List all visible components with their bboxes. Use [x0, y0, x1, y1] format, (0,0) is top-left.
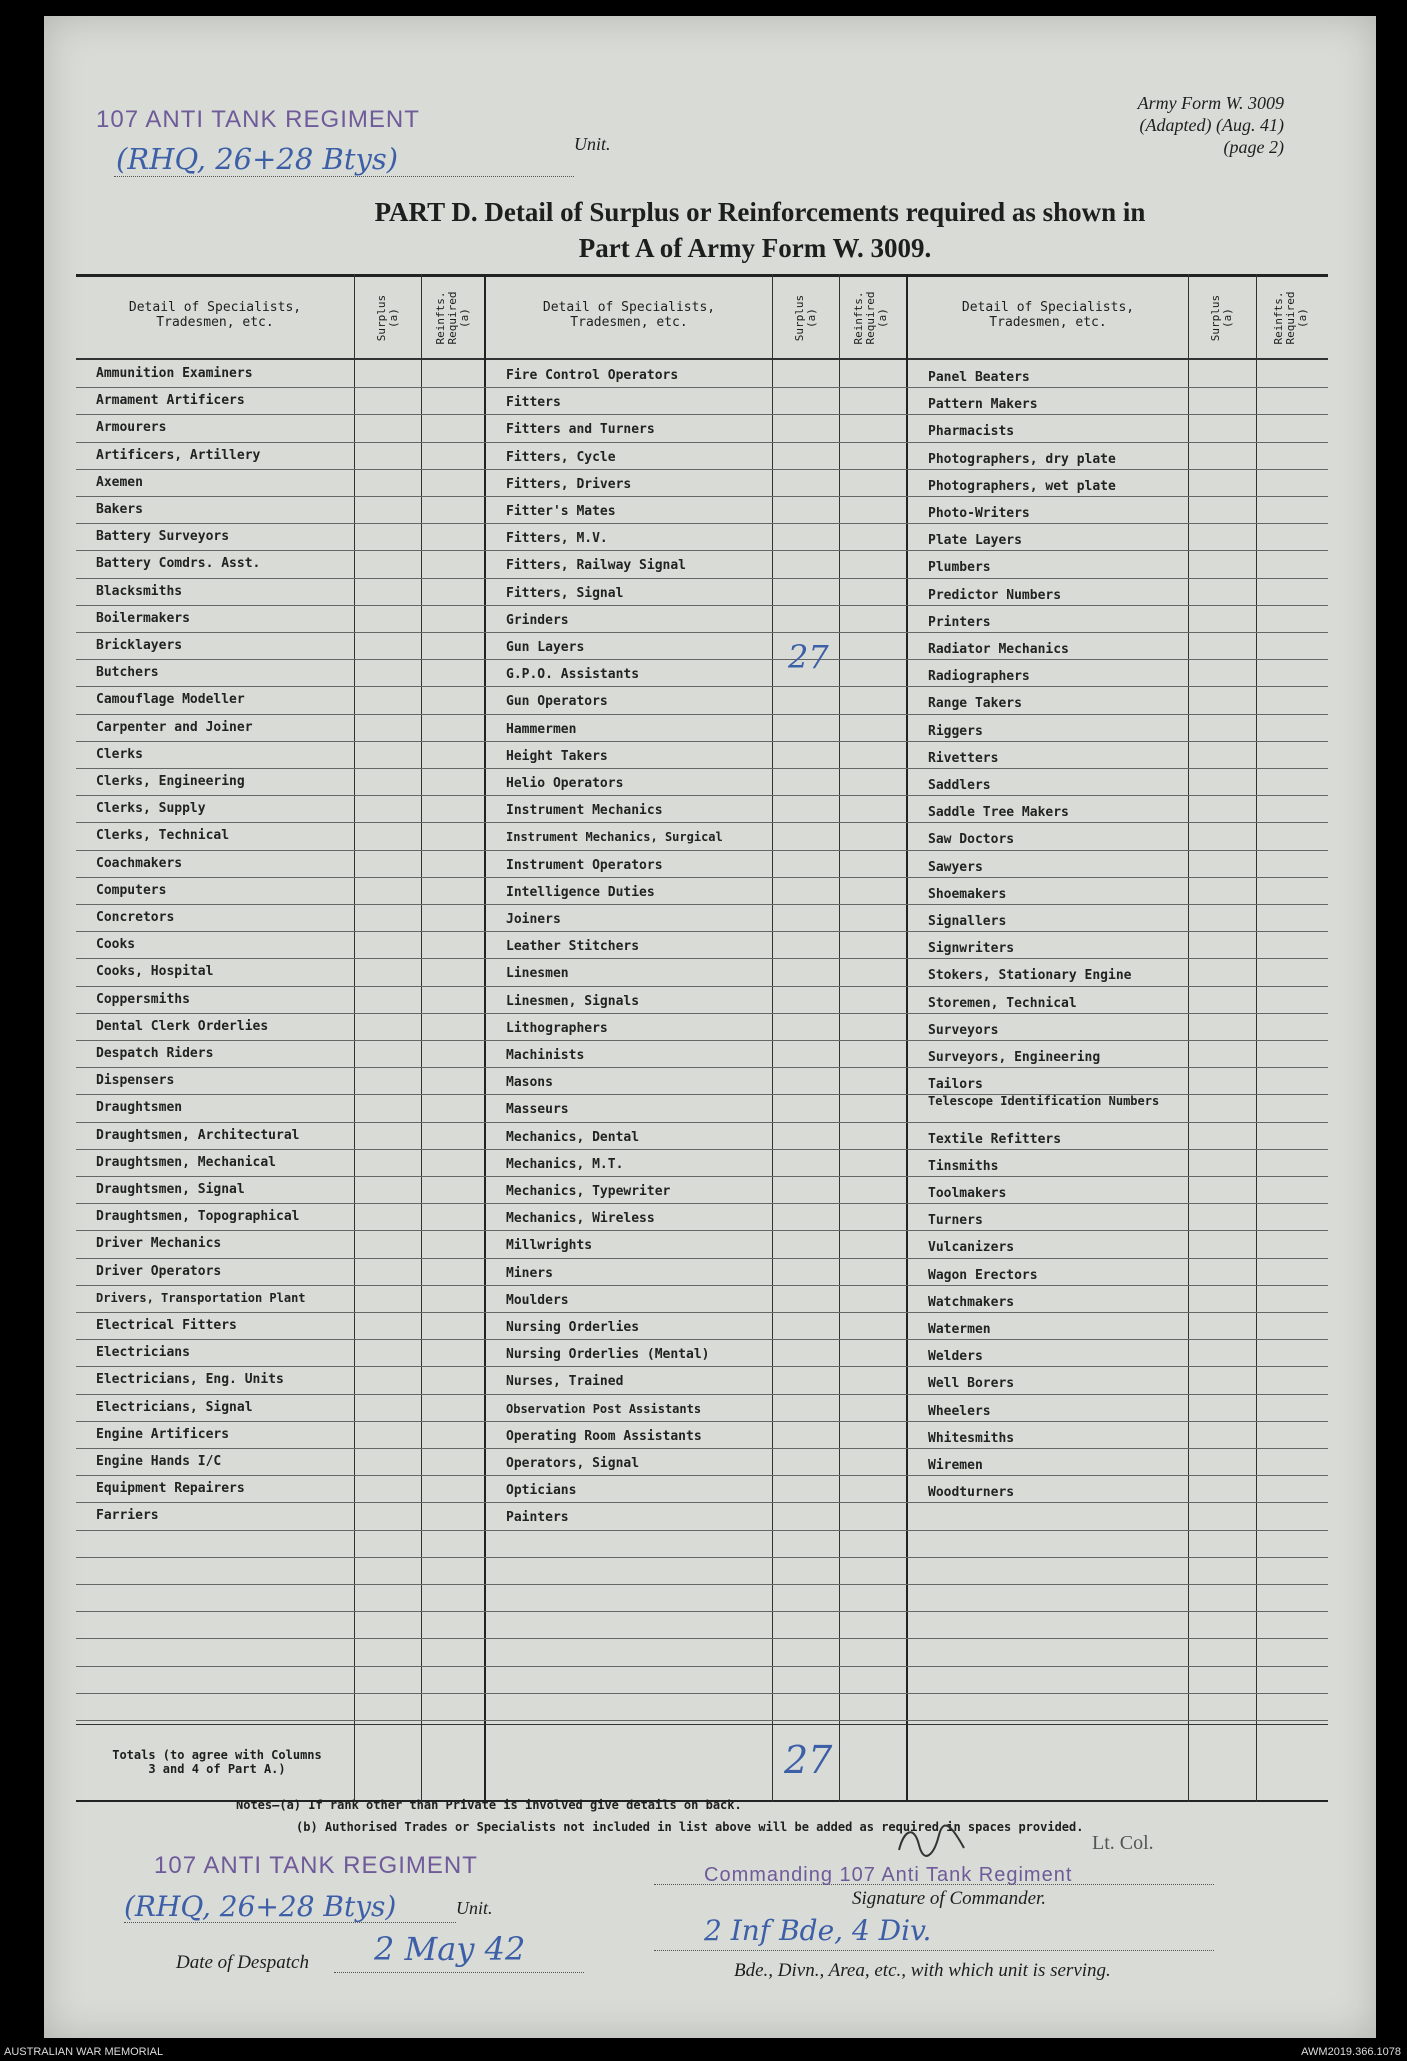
table-row-line: [76, 1040, 1328, 1041]
table-row-label: Operators, Signal: [506, 1456, 640, 1471]
commanding-stamp: Commanding 107 Anti Tank Regiment: [704, 1864, 1073, 1886]
table-row-label: Draughtsmen, Mechanical: [96, 1154, 277, 1170]
table-row-line: [76, 1013, 1328, 1014]
table-row-label: Draughtsmen, Signal: [96, 1182, 245, 1197]
bde-handwritten: 2 Inf Bde, 4 Div.: [704, 1914, 932, 1947]
table-row-line: [76, 1666, 1328, 1667]
table-row-label: Plumbers: [928, 560, 991, 576]
col-divider: [354, 274, 355, 1802]
table-row-label: Butchers: [96, 665, 159, 681]
date-line: [334, 1972, 584, 1973]
table-row-line: [76, 1584, 1328, 1585]
table-row-line: [76, 1530, 1328, 1531]
table-row-label: Toolmakers: [928, 1186, 1007, 1201]
col-divider: [1256, 274, 1257, 1802]
table-row-label: Machinists: [506, 1048, 585, 1063]
table-row-label: Fitters, Signal: [506, 585, 624, 601]
table-row-label: Battery Comdrs. Asst.: [96, 556, 261, 572]
bde-label: Bde., Divn., Area, etc., with which unit is serving.: [734, 1960, 1111, 1981]
table-row-label: Operating Room Assistants: [506, 1428, 702, 1444]
table-row-label: Moulders: [506, 1292, 569, 1308]
table-row-label: Photographers, wet plate: [928, 478, 1116, 494]
table-row-label: Drivers, Transportation Plant: [96, 1290, 306, 1305]
col1-header-detail: Detail of Specialists, Tradesmen, etc.: [128, 300, 302, 330]
note-b: (b) Authorised Trades or Specialists not included in list above will be added as required in spaces provided.: [296, 1820, 1084, 1834]
table-row-label: Pattern Makers: [928, 397, 1038, 413]
form-ref-line1: Army Form W. 3009: [1137, 93, 1284, 113]
table-row-label: Camouflage Modeller: [96, 692, 245, 708]
table-row-line: [76, 1176, 1328, 1177]
table-row-line: [76, 1339, 1328, 1340]
table-row-label: Turners: [928, 1213, 983, 1229]
table-row-label: Cooks, Hospital: [96, 964, 214, 980]
table-row-line: [76, 1475, 1328, 1476]
table-row-label: Plate Layers: [928, 533, 1022, 549]
table-top-border: [76, 274, 1328, 277]
table-row-label: Fitters, Railway Signal: [506, 558, 687, 574]
table-row-label: Height Takers: [506, 748, 608, 764]
table-row-label: Mechanics, Typewriter: [506, 1184, 671, 1199]
table-row-line: [76, 1366, 1328, 1367]
table-row-label: Instrument Mechanics: [506, 803, 663, 819]
table-row-line: [76, 1203, 1328, 1204]
table-row-label: Saddle Tree Makers: [928, 805, 1069, 821]
table-row-line: [76, 1067, 1328, 1068]
table-row-label: Masseurs: [506, 1102, 569, 1118]
table-row-label: Tinsmiths: [928, 1158, 999, 1174]
note-a: Notes—(a) If rank other than Private is involved give details on back.: [236, 1798, 742, 1812]
table-row-label: Draughtsmen, Topographical: [96, 1209, 300, 1225]
table-row-label: Surveyors, Engineering: [928, 1050, 1101, 1065]
unit-label: Unit.: [574, 134, 611, 154]
table-row-label: Blacksmiths: [96, 583, 183, 599]
table-row-label: Range Takers: [928, 696, 1022, 712]
table-row-label: Farriers: [96, 1508, 159, 1524]
table-row-label: Hammermen: [506, 721, 577, 737]
table-row-label: Bakers: [96, 502, 143, 517]
col2-header-surplus: Surplus (a): [793, 294, 818, 342]
table-row-label: Watchmakers: [928, 1294, 1015, 1310]
totals-label: Totals (to agree with Columns 3 and 4 of Part A.): [112, 1748, 322, 1776]
table-row-line: [76, 958, 1328, 959]
title-line2: Part A of Army Form W. 3009.: [578, 233, 932, 263]
table-row-line: [76, 1421, 1328, 1422]
table-row-line: [76, 795, 1328, 796]
table-row-label: Draughtsmen: [96, 1100, 183, 1116]
table-row-label: Storemen, Technical: [928, 995, 1077, 1011]
col1-header-reinfts: Reinfts. Required (a): [434, 291, 471, 345]
table-row-line: [76, 605, 1328, 606]
table-row-label: Mechanics, Dental: [506, 1129, 640, 1145]
table-row-label: Engine Hands I/C: [96, 1454, 222, 1469]
table-row-label: Stokers, Stationary Engine: [928, 968, 1132, 984]
table-row-label: Well Borers: [928, 1376, 1015, 1392]
table-row-label: Photographers, dry plate: [928, 451, 1116, 467]
table-row-label: Driver Operators: [96, 1263, 222, 1279]
table-row-label: Ammunition Examiners: [96, 366, 253, 381]
form-reference: [984, 92, 1284, 158]
table-row-line: [76, 904, 1328, 905]
table-row-line: [76, 1502, 1328, 1503]
table-row-label: Rivetters: [928, 750, 999, 766]
table-row-line: [76, 1258, 1328, 1259]
unit-handwritten: (RHQ, 26+28 Btys): [116, 142, 399, 176]
table-row-line: [76, 496, 1328, 497]
table-row-label: Radiator Mechanics: [928, 642, 1069, 657]
table-row-label: Shoemakers: [928, 886, 1007, 902]
table-row-line: [76, 877, 1328, 878]
table-row-label: Fitters, Cycle: [506, 449, 616, 465]
table-row-label: Joiners: [506, 912, 561, 927]
table-row-label: Gun Operators: [506, 694, 608, 710]
table-row-line: [76, 469, 1328, 470]
surplus-table: [76, 274, 1328, 1802]
table-row-label: Armament Artificers: [96, 393, 245, 409]
table-row-label: Electricians, Eng. Units: [96, 1372, 284, 1388]
table-row-label: Draughtsmen, Architectural: [96, 1127, 300, 1143]
table-row-line: [76, 1149, 1328, 1150]
table-row-line: [76, 1693, 1328, 1694]
table-row-label: Riggers: [928, 723, 983, 739]
table-row-label: Tailors: [928, 1077, 983, 1093]
col2-header-reinfts: Reinfts. Required (a): [852, 291, 889, 345]
table-row-label: Vulcanizers: [928, 1240, 1015, 1256]
col-divider: [906, 274, 908, 1802]
footer-unit-handwritten: (RHQ, 26+28 Btys): [124, 1890, 397, 1923]
table-row-line: [76, 550, 1328, 551]
table-row-label: Fitters: [506, 395, 561, 411]
table-row-label: Cooks: [96, 937, 136, 953]
footer-unit-underline: [124, 1922, 456, 1923]
table-row-label: Radiographers: [928, 669, 1030, 685]
table-row-label: Leather Stitchers: [506, 939, 640, 955]
date-label: Date of Despatch: [176, 1952, 309, 1973]
title-line1: PART D. Detail of Surplus or Reinforcements required as shown in: [374, 197, 1146, 227]
table-row-line: [76, 1394, 1328, 1395]
table-row-label: Saw Doctors: [928, 832, 1015, 848]
table-row-line: [76, 768, 1328, 769]
table-row-label: Axemen: [96, 474, 143, 490]
table-row-label: Electrical Fitters: [96, 1318, 237, 1333]
table-row-label: Bricklayers: [96, 638, 183, 653]
table-row-label: Welders: [928, 1349, 983, 1365]
table-row-label: Telescope Identification Numbers: [928, 1094, 1160, 1109]
table-row-label: Woodturners: [928, 1485, 1015, 1501]
table-row-label: Surveyors: [928, 1022, 999, 1038]
table-row-line: [76, 1122, 1328, 1123]
unit-stamp: 107 ANTI TANK REGIMENT: [96, 106, 420, 133]
col2-header-detail: Detail of Specialists, Tradesmen, etc.: [542, 300, 716, 330]
rank: Lt. Col.: [1092, 1832, 1154, 1854]
table-row-label: Clerks, Engineering: [96, 774, 245, 789]
col-divider: [1188, 274, 1189, 1802]
gun-layers-required-value: 27: [788, 638, 829, 676]
table-row-label: Fitters, Drivers: [506, 476, 632, 492]
table-row-label: Saddlers: [928, 778, 991, 793]
table-row-label: Photo-Writers: [928, 506, 1030, 521]
table-row-label: G.P.O. Assistants: [506, 667, 640, 683]
totals-divider: [76, 1724, 1328, 1725]
table-row-label: Clerks, Technical: [96, 828, 230, 844]
table-header-border: [76, 358, 1328, 360]
table-row-label: Coachmakers: [96, 855, 183, 871]
table-row-line: [76, 523, 1328, 524]
footer-unit-label: Unit.: [456, 1898, 493, 1918]
table-row-label: Clerks, Supply: [96, 801, 206, 817]
table-row-label: Concretors: [96, 910, 175, 925]
table-row-label: Observation Post Assistants: [506, 1401, 702, 1416]
table-row-label: Equipment Repairers: [96, 1481, 245, 1497]
table-row-label: Instrument Operators: [506, 857, 663, 873]
table-row-label: Grinders: [506, 612, 569, 628]
table-row-line: [76, 822, 1328, 823]
archive-id: AWM2019.366.1078: [1301, 2046, 1401, 2058]
table-row-label: Armourers: [96, 420, 167, 436]
table-row-line: [76, 632, 1328, 633]
table-row-label: Masons: [506, 1075, 553, 1091]
table-row-label: Nursing Orderlies: [506, 1320, 640, 1335]
table-row-label: Signwriters: [928, 941, 1015, 957]
col3-header-reinfts: Reinfts. Required (a): [1272, 291, 1309, 345]
table-row-label: Nursing Orderlies (Mental): [506, 1347, 710, 1363]
col3-header-detail: Detail of Specialists, Tradesmen, etc.: [961, 300, 1135, 330]
table-row-label: Gun Layers: [506, 640, 585, 655]
table-row-label: Miners: [506, 1265, 553, 1281]
unit-underline: [114, 176, 574, 178]
table-row-label: Panel Beaters: [928, 370, 1030, 385]
table-row-label: Watermen: [928, 1322, 991, 1337]
table-row-label: Fitter's Mates: [506, 504, 616, 519]
signature-line: [654, 1884, 1214, 1885]
archive-credit: AUSTRALIAN WAR MEMORIAL: [4, 2046, 164, 2058]
table-row-label: Electricians, Signal: [96, 1399, 253, 1415]
table-row-label: Textile Refitters: [928, 1131, 1062, 1147]
col1-header-surplus: Surplus (a): [375, 294, 400, 342]
table-row-label: Painters: [506, 1510, 569, 1526]
table-row-line: [76, 387, 1328, 388]
table-row-label: Linesmen, Signals: [506, 993, 640, 1009]
table-row-label: Carpenter and Joiner: [96, 719, 253, 735]
form-ref-line3: (page 2): [1223, 137, 1284, 157]
table-row-line: [76, 686, 1328, 687]
table-row-line: [76, 1557, 1328, 1558]
table-row-label: Predictor Numbers: [928, 587, 1062, 603]
table-row-label: Fitters and Turners: [506, 422, 655, 438]
table-row-label: Helio Operators: [506, 776, 624, 791]
table-row-label: Millwrights: [506, 1238, 593, 1254]
col-divider: [421, 274, 422, 1802]
table-row-line: [76, 659, 1328, 660]
table-row-line: [76, 850, 1328, 851]
table-row-label: Dental Clerk Orderlies: [96, 1018, 269, 1034]
totals-required-value: 27: [784, 1738, 833, 1782]
table-row-label: Engine Artificers: [96, 1426, 230, 1442]
table-row-label: Instrument Mechanics, Surgical: [506, 830, 723, 845]
col-divider: [484, 274, 486, 1802]
col-divider: [772, 274, 773, 1802]
table-row-line: [76, 1720, 1328, 1721]
table-row-label: Despatch Riders: [96, 1046, 214, 1061]
table-row-label: Mechanics, Wireless: [506, 1211, 655, 1227]
bde-line: [654, 1950, 1214, 1951]
table-row-label: Nurses, Trained: [506, 1374, 624, 1390]
table-row-label: Wagon Erectors: [928, 1267, 1038, 1283]
table-row-label: Pharmacists: [928, 424, 1015, 440]
table-row-label: Mechanics, M.T.: [506, 1156, 624, 1172]
table-row-label: Lithographers: [506, 1020, 608, 1036]
table-row-label: Battery Surveyors: [96, 529, 230, 545]
table-row-line: [76, 1285, 1328, 1286]
table-row-line: [76, 741, 1328, 742]
table-row-line: [76, 986, 1328, 987]
table-row-label: Artificers, Artillery: [96, 447, 261, 463]
table-row-label: Linesmen: [506, 966, 569, 982]
table-row-label: Signallers: [928, 914, 1007, 929]
table-row-line: [76, 442, 1328, 443]
table-row-line: [76, 578, 1328, 579]
table-row-label: Printers: [928, 614, 991, 630]
table-row-label: Wiremen: [928, 1458, 983, 1473]
table-row-line: [76, 1230, 1328, 1231]
table-row-label: Clerks: [96, 746, 143, 762]
table-row-label: Dispensers: [96, 1073, 175, 1089]
signature-label: Signature of Commander.: [852, 1888, 1047, 1909]
table-row-label: Whitesmiths: [928, 1430, 1015, 1446]
table-row-line: [76, 1611, 1328, 1612]
table-row-line: [76, 931, 1328, 932]
form-ref-line2: (Adapted) (Aug. 41): [1139, 115, 1284, 135]
table-row-label: Wheelers: [928, 1403, 991, 1419]
table-row-label: Coppersmiths: [96, 991, 190, 1007]
table-row-line: [76, 1448, 1328, 1449]
signature-scribble: [894, 1820, 974, 1860]
table-row-label: Fire Control Operators: [506, 368, 679, 383]
footer-unit-stamp: 107 ANTI TANK REGIMENT: [154, 1852, 478, 1879]
table-row-line: [76, 714, 1328, 715]
date-value: 2 May 42: [374, 1930, 526, 1968]
col-divider: [839, 274, 840, 1802]
table-row-label: Sawyers: [928, 859, 983, 875]
form-title: [44, 194, 1376, 266]
table-row-label: Driver Mechanics: [96, 1236, 222, 1252]
table-row-label: Intelligence Duties: [506, 884, 655, 900]
table-row-label: Opticians: [506, 1483, 577, 1499]
table-row-line: [76, 414, 1328, 415]
table-row-label: Electricians: [96, 1345, 190, 1361]
col3-header-surplus: Surplus (a): [1209, 294, 1234, 342]
table-row-label: Computers: [96, 882, 167, 898]
table-row-label: Boilermakers: [96, 610, 190, 626]
table-row-label: Fitters, M.V.: [506, 531, 608, 547]
table-row-line: [76, 1312, 1328, 1313]
form-page: [44, 16, 1376, 2038]
table-row-line: [76, 1638, 1328, 1639]
